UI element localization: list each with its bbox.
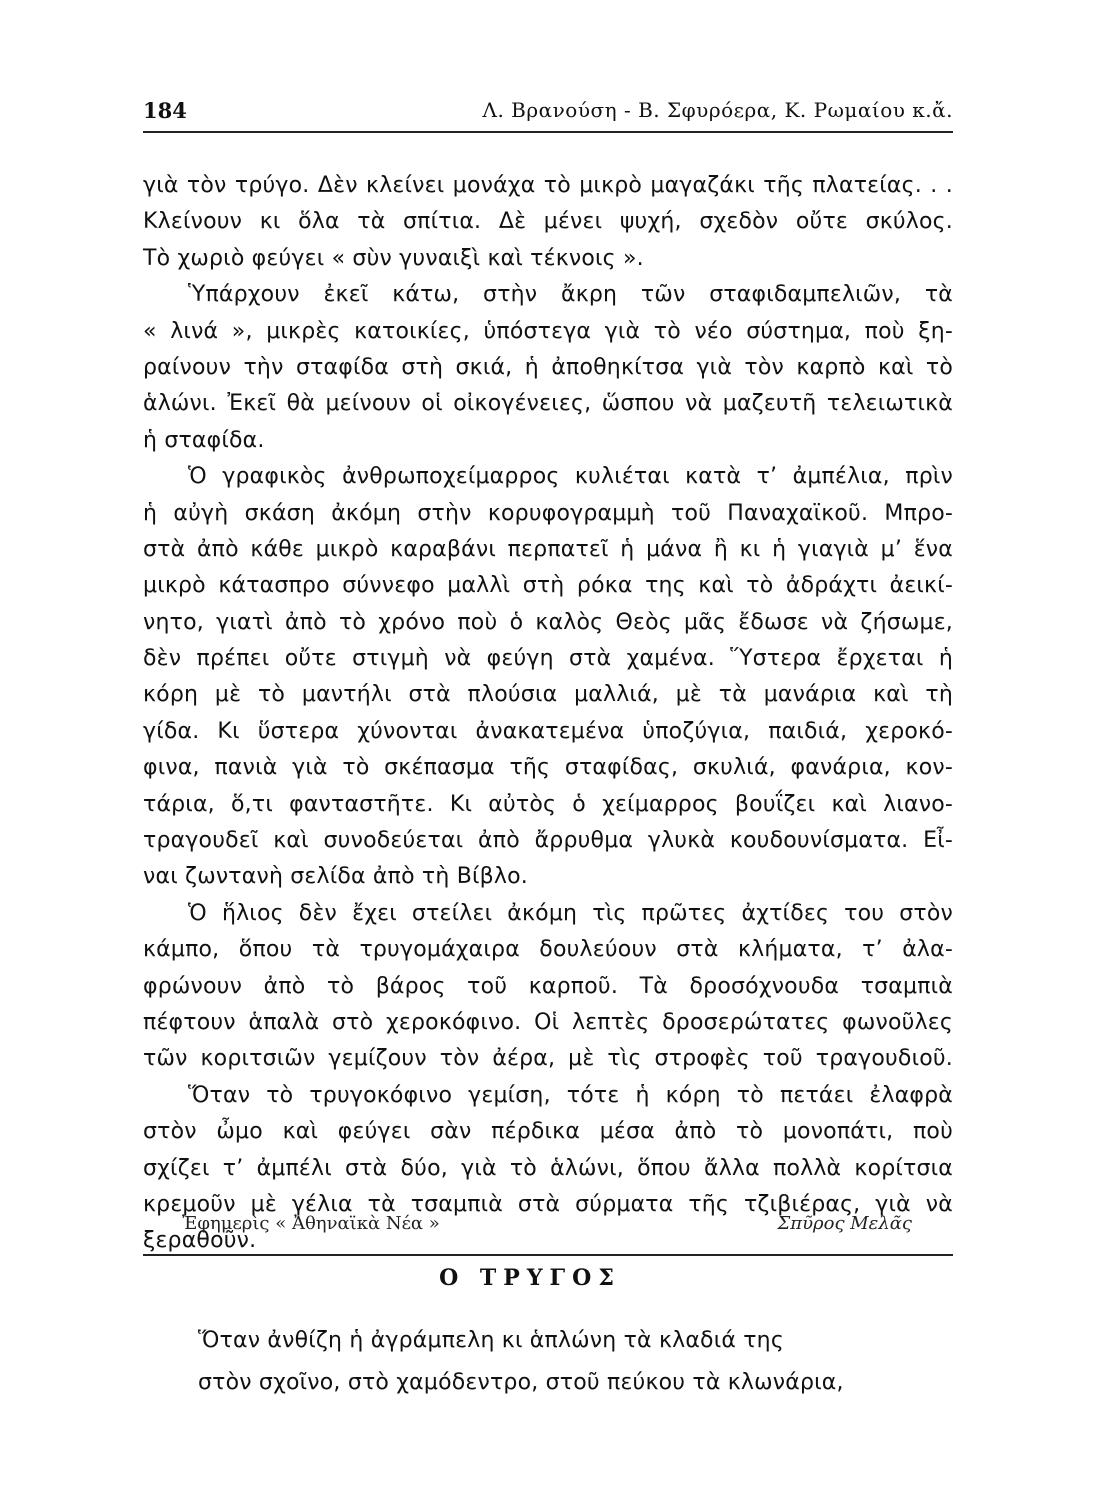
running-head: Λ. Βρανούση - Β. Σφυρόερα, Κ. Ρωμαίου κ.ἄ. <box>482 98 953 122</box>
text-line: γίδα. Κι ὕστερα χύνονται ἀνακατεμένα ὑποζύγια, παιδιά, χεροκό- <box>143 718 953 744</box>
text-line: δὲν πρέπει οὔτε στιγμὴ νὰ φεύγη στὰ χαμένα. Ὕστερα ἔρχεται ἡ <box>143 646 953 672</box>
poem-title: Ο ΤΡΥΓΟΣ <box>439 1265 621 1291</box>
text-line: « λινά », μικρὲς κατοικίες, ὑπόστεγα γιὰ τὸ νέο σύστημα, ποὺ ξη- <box>143 318 953 344</box>
text-line: Ὁ γραφικὸς ἀνθρωποχείμαρρος κυλιέται κατὰ τ’ ἀμπέλια, πρὶν <box>188 464 953 490</box>
text-line: κόρη μὲ τὸ μαντήλι στὰ πλούσια μαλλιά, μὲ τὰ μανάρια καὶ τὴ <box>143 682 953 708</box>
page-header <box>143 96 953 132</box>
page-number: 184 <box>143 98 187 123</box>
text-line: μικρὸ κάτασπρο σύννεφο μαλλὶ στὴ ρόκα της καὶ τὸ ἀδράχτι ἀεικί- <box>143 573 953 599</box>
text-line: κρεμοῦν μὲ γέλια τὰ τσαμπιὰ στὰ σύρματα τῆς τζιβιέρας, γιὰ νὰ <box>143 1191 953 1217</box>
poem-line: στὸν σχοῖνο, στὸ χαμόδεντρο, στοῦ πεύκου τὰ κλωνάρια, <box>198 1370 844 1395</box>
poem <box>198 1320 938 1404</box>
text-line: ἡ σταφίδα. <box>143 427 265 453</box>
text-line: ναι ζωντανὴ σελίδα ἀπὸ τὴ Βίβλο. <box>143 864 528 890</box>
header-rule <box>143 131 953 133</box>
text-line: Ὑπάρχουν ἐκεῖ κάτω, στὴν ἄκρη τῶν σταφιδαμπελιῶν, τὰ <box>188 282 953 308</box>
text-line: ραίνουν τὴν σταφίδα στὴ σκιά, ἡ ἀποθηκίτσα γιὰ τὸν καρπὸ καὶ τὸ <box>143 354 953 380</box>
source-attribution <box>182 1213 912 1243</box>
poem-line: Ὅταν ἀνθίζη ἡ ἀγράμπελη κι ἁπλώνη τὰ κλαδιά της <box>198 1328 784 1353</box>
text-line: φρώνουν ἀπὸ τὸ βάρος τοῦ καρποῦ. Τὰ δροσόχνουδα τσαμπιὰ <box>143 973 953 999</box>
text-line: τραγουδεῖ καὶ συνοδεύεται ἀπὸ ἄρρυθμα γλυκὰ κουδουνίσματα. Εἶ- <box>143 828 953 854</box>
text-line: ἡ αὐγὴ σκάση ἀκόμη στὴν κορυφογραμμὴ τοῦ Παναχαϊκοῦ. Μπρο- <box>143 500 953 526</box>
text-line: τάρια, ὅ,τι φανταστῆτε. Κι αὐτὸς ὁ χείμαρρος βουΐζει καὶ λιανο- <box>143 791 953 817</box>
text-line: στὰ ἀπὸ κάθε μικρὸ καραβάνι περπατεῖ ἡ μάνα ἢ κι ἡ γιαγιὰ μ’ ἕνα <box>143 536 953 562</box>
text-line: γιὰ τὸν τρύγο. Δὲν κλείνει μονάχα τὸ μικρὸ μαγαζάκι τῆς πλατείας. . . <box>143 173 953 198</box>
text-line: Ὅταν τὸ τρυγοκόφινο γεμίση, τότε ἡ κόρη τὸ πετάει ἐλαφρὰ <box>188 1082 953 1108</box>
text-line: πέφτουν ἁπαλὰ στὸ χεροκόφινο. Οἱ λεπτὲς δροσερώτατες φωνοῦλες <box>143 1009 953 1035</box>
text-line: κάμπο, ὅπου τὰ τρυγομάχαιρα δουλεύουν στὰ κλήματα, τ’ ἀλα- <box>143 937 953 963</box>
text-line: Κλείνουν κι ὅλα τὰ σπίτια. Δὲ μένει ψυχή, σχεδὸν οὔτε σκύλος. <box>143 209 953 235</box>
text-line: Τὸ χωριὸ φεύγει « σὺν γυναιξὶ καὶ τέκνοις ». <box>143 245 644 271</box>
text-line: φινα, πανιὰ γιὰ τὸ σκέπασμα τῆς σταφίδας, σκυλιά, φανάρια, κον- <box>143 755 953 781</box>
text-line: τῶν κοριτσιῶν γεμίζουν τὸν ἀέρα, μὲ τὶς στροφὲς τοῦ τραγουδιοῦ. <box>143 1046 953 1072</box>
source-author: Σπῦρος Μελᾶς <box>777 1213 912 1234</box>
text-line: στὸν ὦμο καὶ φεύγει σὰν πέρδικα μέσα ἀπὸ τὸ μονοπάτι, ποὺ <box>143 1119 953 1145</box>
text-line: ἁλώνι. Ἐκεῖ θὰ μείνουν οἱ οἰκογένειες, ὥσπου νὰ μαζευτῆ τελειωτικὰ <box>143 391 953 417</box>
source-newspaper: Ἐφημερὶς « Ἀθηναϊκὰ Νέα » <box>182 1213 440 1234</box>
section-rule <box>143 1254 953 1256</box>
body-text <box>143 168 953 1260</box>
text-line: ξεραθοῦν. <box>143 1228 257 1254</box>
text-line: Ὁ ἥλιος δὲν ἔχει στείλει ἀκόμη τὶς πρῶτες ἀχτίδες του στὸν <box>188 900 953 926</box>
text-line: σχίζει τ’ ἀμπέλι στὰ δύο, γιὰ τὸ ἁλώνι, ὅπου ἄλλα πολλὰ κορίτσια <box>143 1155 953 1181</box>
text-line: νητο, γιατὶ ἀπὸ τὸ χρόνο ποὺ ὁ καλὸς Θεὸς μᾶς ἔδωσε νὰ ζήσωμε, <box>143 609 953 635</box>
